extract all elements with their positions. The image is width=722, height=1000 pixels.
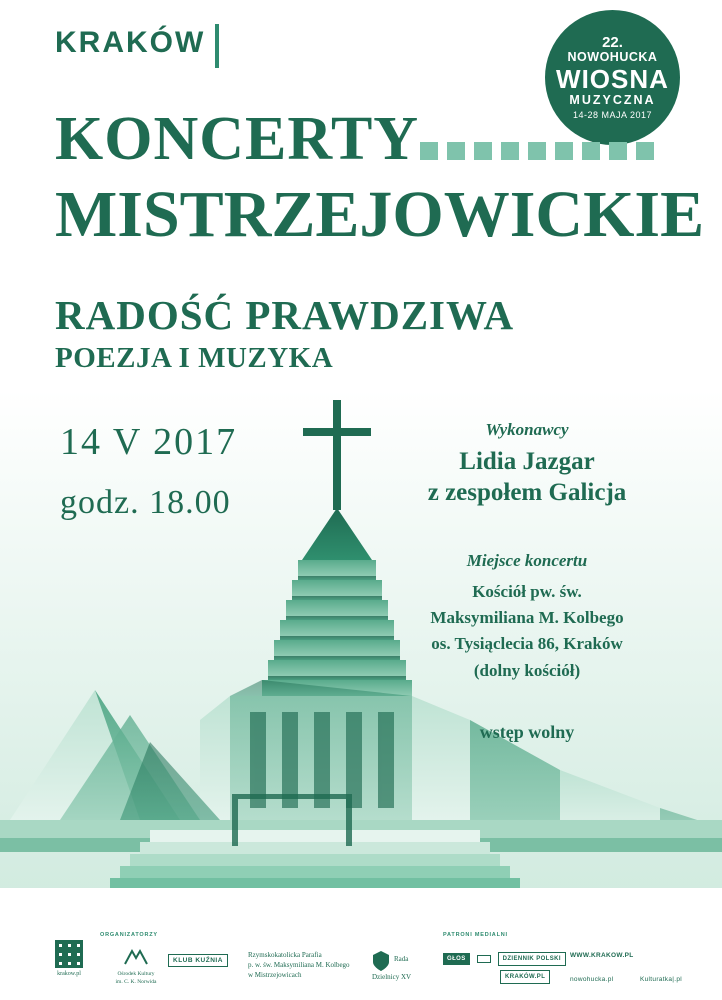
footer bbox=[0, 910, 722, 1000]
osrodek-line-1: Ośrodek Kultury bbox=[117, 971, 155, 977]
city-logo bbox=[55, 28, 219, 68]
media-patrons-group bbox=[443, 932, 508, 938]
media-logo-krakow-pl[interactable]: KRAKÓW.PL bbox=[500, 970, 550, 984]
norwid-mark-icon bbox=[123, 948, 149, 966]
badge-line1: NOWOHUCKA bbox=[567, 50, 658, 65]
dash-6 bbox=[555, 142, 573, 160]
badge-dates: 14-28 MAJA 2017 bbox=[572, 109, 653, 120]
dash-2 bbox=[447, 142, 465, 160]
badge-line3: MUZYCZNA bbox=[569, 92, 656, 107]
performer-name: Lidia Jazgar bbox=[459, 448, 595, 475]
subtitle-secondary: POEZJA I MUZYKA bbox=[55, 342, 334, 374]
venue-line-4: (dolny kościół) bbox=[473, 660, 581, 680]
rada-line-2: Dzielnicy XV bbox=[372, 973, 412, 981]
url-group bbox=[570, 952, 633, 959]
klub-kuznia-logo bbox=[168, 954, 228, 967]
venue-label: Miejsce koncertu bbox=[466, 550, 588, 570]
url-nowohucka[interactable]: nowohucka.pl bbox=[570, 976, 614, 983]
dash-7 bbox=[582, 142, 600, 160]
qr-code-icon bbox=[55, 940, 83, 968]
subtitle-primary: RADOŚĆ PRAWDZIWA bbox=[55, 292, 515, 338]
venue-line-3: os. Tysiąclecia 86, Kraków bbox=[431, 634, 623, 654]
organizers-label: ORGANIZATORZY bbox=[100, 932, 158, 938]
venue-line-2: Maksymiliana M. Kolbego bbox=[430, 607, 624, 627]
rada-line-1: Rada bbox=[394, 955, 409, 963]
dash-1 bbox=[420, 142, 438, 160]
title-dashes bbox=[420, 142, 654, 160]
parish-line-3: w Mistrzejowicach bbox=[248, 971, 302, 980]
parish-group bbox=[248, 950, 350, 980]
event-info bbox=[377, 420, 677, 743]
dash-3 bbox=[474, 142, 492, 160]
parish-line-2: p. w. św. Maksymiliana M. Kolbego bbox=[248, 961, 350, 970]
event-time: godz. 18.00 bbox=[60, 484, 231, 521]
osrodek-kultury-logo bbox=[100, 948, 172, 987]
url-group-3 bbox=[640, 968, 682, 986]
parish-line-1: Rzymskokatolicka Parafia bbox=[248, 951, 322, 959]
media-label: PATRONI MEDIALNI bbox=[443, 932, 508, 938]
shield-icon bbox=[372, 950, 390, 972]
url-kulturatka[interactable]: Kulturatka|.pl bbox=[640, 976, 683, 983]
event-date: 14 V 2017 bbox=[60, 421, 238, 463]
rada-dzielnicy-group bbox=[372, 950, 411, 982]
dash-9 bbox=[636, 142, 654, 160]
media-logos bbox=[443, 950, 569, 968]
krakow-qr-block bbox=[55, 940, 83, 979]
media-logo-dziennik[interactable]: DZIENNIK POLSKI bbox=[498, 952, 566, 966]
osrodek-line-2: im. C. K. Norwida bbox=[115, 978, 157, 985]
klub-label: KLUB KUŹNIA bbox=[168, 954, 228, 967]
performer-ensemble: z zespołem Galicja bbox=[427, 479, 627, 507]
festival-badge bbox=[545, 10, 680, 145]
media-logos-row2 bbox=[500, 968, 553, 986]
title-line-2: MISTRZEJOWICKIE bbox=[55, 178, 705, 251]
url-group-2 bbox=[570, 968, 613, 986]
organizers-group bbox=[100, 932, 158, 938]
url-krakow[interactable]: WWW.KRAKOW.PL bbox=[570, 952, 634, 959]
krakow-url: krakow.pl bbox=[57, 971, 81, 977]
media-logo-mark[interactable] bbox=[477, 955, 491, 963]
badge-edition: 22. bbox=[602, 33, 623, 51]
venue-line-1: Kościół pw. św. bbox=[472, 581, 582, 601]
city-label: KRAKÓW bbox=[55, 26, 206, 59]
dash-5 bbox=[528, 142, 546, 160]
dash-8 bbox=[609, 142, 627, 160]
performers-label: Wykonawcy bbox=[485, 420, 569, 439]
logo-divider bbox=[215, 24, 219, 68]
title-line-1: KONCERTY bbox=[55, 105, 420, 173]
media-logo-glos[interactable]: GŁOS bbox=[443, 953, 470, 965]
dash-4 bbox=[501, 142, 519, 160]
badge-line2: WIOSNA bbox=[556, 63, 669, 94]
entry-info: wstęp wolny bbox=[479, 721, 575, 742]
